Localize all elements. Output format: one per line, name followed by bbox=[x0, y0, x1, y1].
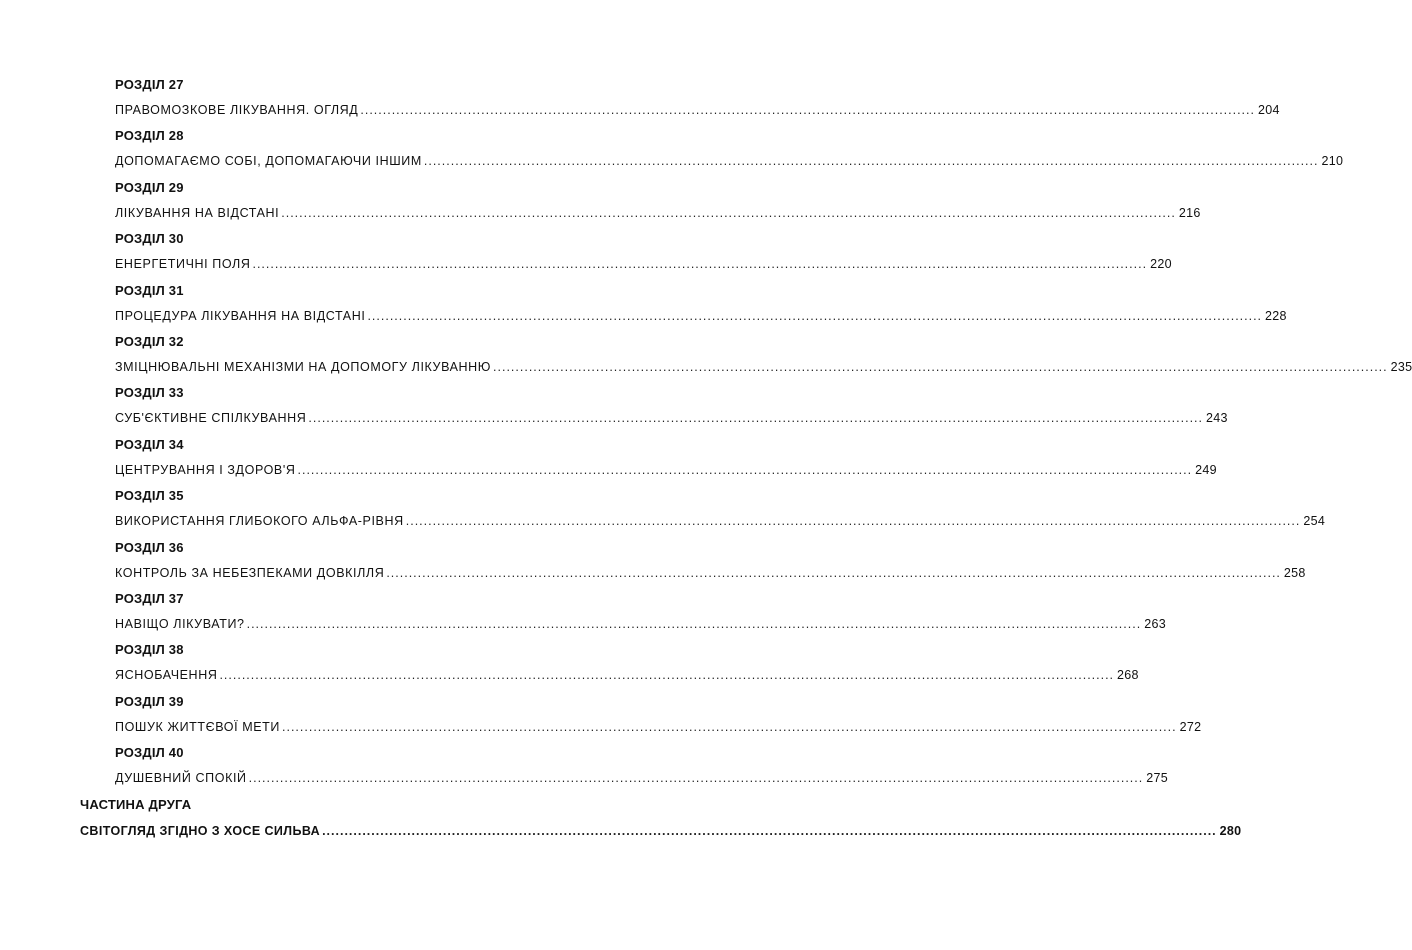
toc-entry[interactable] bbox=[115, 251, 1172, 278]
part-entry[interactable] bbox=[80, 818, 1242, 844]
dot-leader: ........................................................................................................................................................................................................ bbox=[405, 514, 1301, 529]
chapter-page-number: 272 bbox=[1179, 719, 1202, 734]
chapter-title: ДОПОМАГАЄМО СОБІ, ДОПОМАГАЮЧИ ІНШИМ bbox=[115, 154, 422, 169]
dot-leader: ........................................................................................................................................................................................................ bbox=[248, 771, 1144, 786]
toc-entry[interactable] bbox=[115, 354, 1412, 381]
dot-leader: ........................................................................................................................................................................................................ bbox=[219, 668, 1115, 683]
toc-entry[interactable] bbox=[115, 303, 1287, 330]
chapter-title: ЛІКУВАННЯ НА ВІДСТАНІ bbox=[115, 205, 280, 220]
chapter-title: ЕНЕРГЕТИЧНІ ПОЛЯ bbox=[115, 257, 251, 272]
chapter-heading: РОЗДІЛ 32 bbox=[115, 333, 184, 349]
chapter-title: ПРОЦЕДУРА ЛІКУВАННЯ НА ВІДСТАНІ bbox=[115, 308, 366, 323]
chapter-block bbox=[115, 227, 1172, 278]
toc-entry[interactable] bbox=[115, 148, 1344, 175]
chapter-page-number: 275 bbox=[1146, 771, 1168, 786]
chapter-page-number: 254 bbox=[1303, 514, 1326, 529]
chapter-title: НАВІЩО ЛІКУВАТИ? bbox=[115, 616, 245, 631]
dot-leader: ........................................................................................................................................................................................................ bbox=[252, 257, 1148, 272]
part-two-block bbox=[80, 792, 1242, 844]
chapter-page-number: 268 bbox=[1117, 668, 1139, 683]
chapter-page-number: 210 bbox=[1321, 154, 1344, 169]
dot-leader: ........................................................................................................................................................................................................ bbox=[360, 103, 1255, 117]
chapter-title: СУБ'ЄКТИВНЕ СПІЛКУВАННЯ bbox=[115, 411, 307, 426]
toc-entry[interactable] bbox=[115, 405, 1228, 432]
chapter-block bbox=[115, 690, 1202, 741]
part-heading: ЧАСТИНА ДРУГА bbox=[80, 797, 192, 813]
chapter-block bbox=[115, 176, 1201, 227]
dot-leader: ........................................................................................................................................................................................................ bbox=[423, 154, 1319, 169]
chapter-page-number: 263 bbox=[1144, 616, 1166, 631]
chapter-title: ЯСНОБАЧЕННЯ bbox=[115, 668, 218, 683]
chapter-title: ПОШУК ЖИТТЄВОЇ МЕТИ bbox=[115, 719, 281, 734]
dot-leader: ........................................................................................................................................................................................................ bbox=[386, 565, 1281, 580]
chapter-page-number: 204 bbox=[1257, 103, 1280, 117]
dot-leader: ........................................................................................................................................................................................................ bbox=[493, 359, 1388, 374]
chapter-heading: РОЗДІЛ 39 bbox=[115, 693, 184, 709]
chapter-heading: РОЗДІЛ 28 bbox=[115, 128, 184, 144]
chapter-block bbox=[115, 741, 1168, 792]
chapter-title: ЗМІЦНЮВАЛЬНІ МЕХАНІЗМИ НА ДОПОМОГУ ЛІКУВАННЮ bbox=[115, 359, 492, 374]
chapter-title: ЦЕНТРУВАННЯ І ЗДОРОВ'Я bbox=[115, 462, 296, 477]
chapter-heading: РОЗДІЛ 35 bbox=[115, 488, 184, 504]
chapter-title: ВИКОРИСТАННЯ ГЛИБОКОГО АЛЬФА-РІВНЯ bbox=[115, 514, 404, 529]
chapter-title: ПРАВОМОЗКОВЕ ЛІКУВАННЯ. ОГЛЯД bbox=[115, 103, 359, 117]
dot-leader: ........................................................................................................................................................................................................ bbox=[308, 411, 1203, 426]
chapter-heading: РОЗДІЛ 34 bbox=[115, 436, 184, 452]
dot-leader: ........................................................................................................................................................................................................ bbox=[246, 616, 1142, 631]
chapter-heading: РОЗДІЛ 30 bbox=[115, 231, 184, 247]
chapter-title: ДУШЕВНИЙ СПОКІЙ bbox=[115, 771, 247, 786]
chapter-heading: РОЗДІЛ 37 bbox=[115, 590, 184, 606]
toc-entry[interactable] bbox=[115, 765, 1168, 792]
chapter-heading: РОЗДІЛ 33 bbox=[115, 385, 184, 401]
chapter-heading: РОЗДІЛ 38 bbox=[115, 642, 184, 658]
chapter-block bbox=[115, 381, 1228, 432]
chapter-block bbox=[115, 124, 1344, 175]
dot-leader: ........................................................................................................................................................................................................ bbox=[281, 205, 1176, 220]
toc-entry[interactable] bbox=[115, 714, 1202, 741]
chapter-block bbox=[115, 484, 1326, 535]
chapter-page-number: 243 bbox=[1206, 411, 1228, 426]
chapter-page-number: 228 bbox=[1265, 308, 1287, 323]
chapter-block bbox=[115, 330, 1412, 381]
dot-leader: ........................................................................................................................................................................................................ bbox=[367, 308, 1263, 323]
chapter-block bbox=[115, 638, 1139, 689]
chapter-block bbox=[115, 587, 1166, 638]
chapter-block bbox=[115, 279, 1287, 330]
part-title: СВІТОГЛЯД ЗГІДНО З ХОСЕ СИЛЬВА bbox=[80, 824, 321, 839]
toc-entry[interactable] bbox=[115, 508, 1326, 535]
chapter-block bbox=[115, 536, 1306, 587]
chapter-heading: РОЗДІЛ 27 bbox=[115, 77, 184, 92]
chapter-page-number: 258 bbox=[1283, 565, 1306, 580]
chapter-page-number: 220 bbox=[1150, 257, 1172, 272]
chapter-heading: РОЗДІЛ 29 bbox=[115, 179, 184, 195]
dot-leader: ........................................................................................................................................................................................................ bbox=[297, 462, 1193, 477]
chapter-list bbox=[0, 73, 1412, 792]
chapter-block bbox=[115, 73, 1280, 124]
dot-leader: ........................................................................................................................................................................................................ bbox=[282, 719, 1177, 734]
toc-entry[interactable] bbox=[115, 97, 1280, 124]
toc-entry[interactable] bbox=[115, 611, 1166, 638]
toc-entry[interactable] bbox=[115, 200, 1201, 227]
toc-entry[interactable] bbox=[115, 662, 1139, 689]
table-of-contents bbox=[0, 73, 1412, 844]
chapter-block bbox=[115, 433, 1217, 484]
chapter-heading: РОЗДІЛ 36 bbox=[115, 539, 184, 555]
dot-leader: ........................................................................................................................................................................................................ bbox=[322, 824, 1217, 839]
part-page-number: 280 bbox=[1219, 824, 1242, 839]
chapter-page-number: 249 bbox=[1195, 462, 1217, 477]
chapter-page-number: 216 bbox=[1178, 205, 1201, 220]
chapter-heading: РОЗДІЛ 40 bbox=[115, 745, 184, 761]
chapter-page-number: 235 bbox=[1390, 359, 1412, 374]
toc-entry[interactable] bbox=[115, 457, 1217, 484]
toc-entry[interactable] bbox=[115, 560, 1306, 587]
chapter-heading: РОЗДІЛ 31 bbox=[115, 282, 184, 298]
chapter-title: КОНТРОЛЬ ЗА НЕБЕЗПЕКАМИ ДОВКІЛЛЯ bbox=[115, 565, 385, 580]
